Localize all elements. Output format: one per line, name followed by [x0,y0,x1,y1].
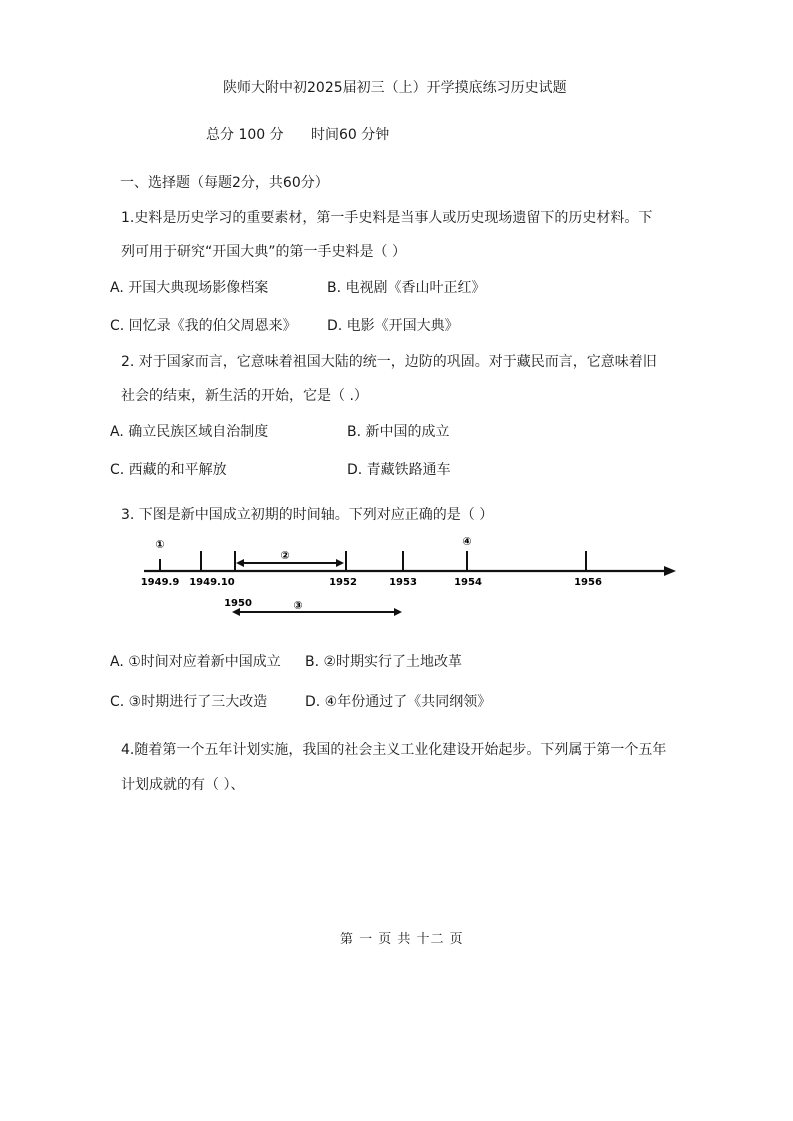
q3-option-c: C. ③时期进行了三大改造 [110,694,268,710]
timeline-arrowhead [664,566,676,576]
marker-1: ① [155,538,165,551]
q1-option-a: A. 开国大典现场影像档案 [110,280,269,296]
q2-option-c: C. 西藏的和平解放 [110,462,227,478]
page-footer: 第 一 页 共 十二 页 [340,932,464,947]
q3-stem-line1: 3. 下图是新中国成立初期的时间轴。下列对应正确的是（ ） [121,507,494,523]
timeline-figure [140,526,680,621]
q4-stem-line2: 计划成就的有（ ）、 [121,777,245,793]
section-heading: 一、选择题（每题2分，共60分） [120,175,329,191]
q2-option-d: D. 青藏铁路通车 [347,462,451,478]
q2-option-b: B. 新中国的成立 [347,424,450,440]
tick-label-1952: 1952 [329,577,357,588]
q1-stem-line2: 列可用于研究“开国大典”的第一手史料是（ ） [121,244,406,260]
tick-label-1956: 1956 [574,577,602,588]
q1-option-d: D. 电影《开国大典》 [327,318,459,334]
page-title: 陕师大附中初2025届初三（上）开学摸底练习历史试题 [223,80,567,96]
q3-option-a: A. ①时间对应着新中国成立 [110,654,281,670]
tick-label-1954: 1954 [454,577,482,588]
q3-option-d: D. ④年份通过了《共同纲领》 [305,694,492,710]
exam-time: 时间60 分钟 [311,127,390,143]
q1-stem-line1: 1.史料是历史学习的重要素材，第一手史料是当事人或历史现场遗留下的历史材料。下 [121,210,653,226]
marker-4: ④ [462,535,472,548]
q3-option-b: B. ②时期实行了土地改革 [305,654,463,670]
q4-stem-line1: 4.随着第一个五年计划实施，我国的社会主义工业化建设开始起步。下列属于第一个五年 [121,742,667,758]
tick-label-1953: 1953 [389,577,417,588]
marker-2: ② [280,549,290,562]
tick-label-1949-9: 1949.9 [140,577,180,588]
marker-3: ③ [293,599,303,612]
q2-option-a: A. 确立民族区域自治制度 [110,424,269,440]
q2-stem-line1: 2. 对于国家而言，它意味着祖国大陆的统一，边防的巩固。对于藏民而言，它意味着旧 [121,354,657,370]
range-label-1950: 1950 [224,598,252,609]
q2-stem-line2: 社会的结束，新生活的开始，它是（ .） [121,388,368,404]
tick-label-1949-10: 1949.10 [189,577,235,588]
total-score: 总分 100 分 [206,127,284,143]
q1-option-c: C. 回忆录《我的伯父周恩来》 [110,318,297,334]
q1-option-b: B. 电视剧《香山叶正红》 [327,280,486,296]
